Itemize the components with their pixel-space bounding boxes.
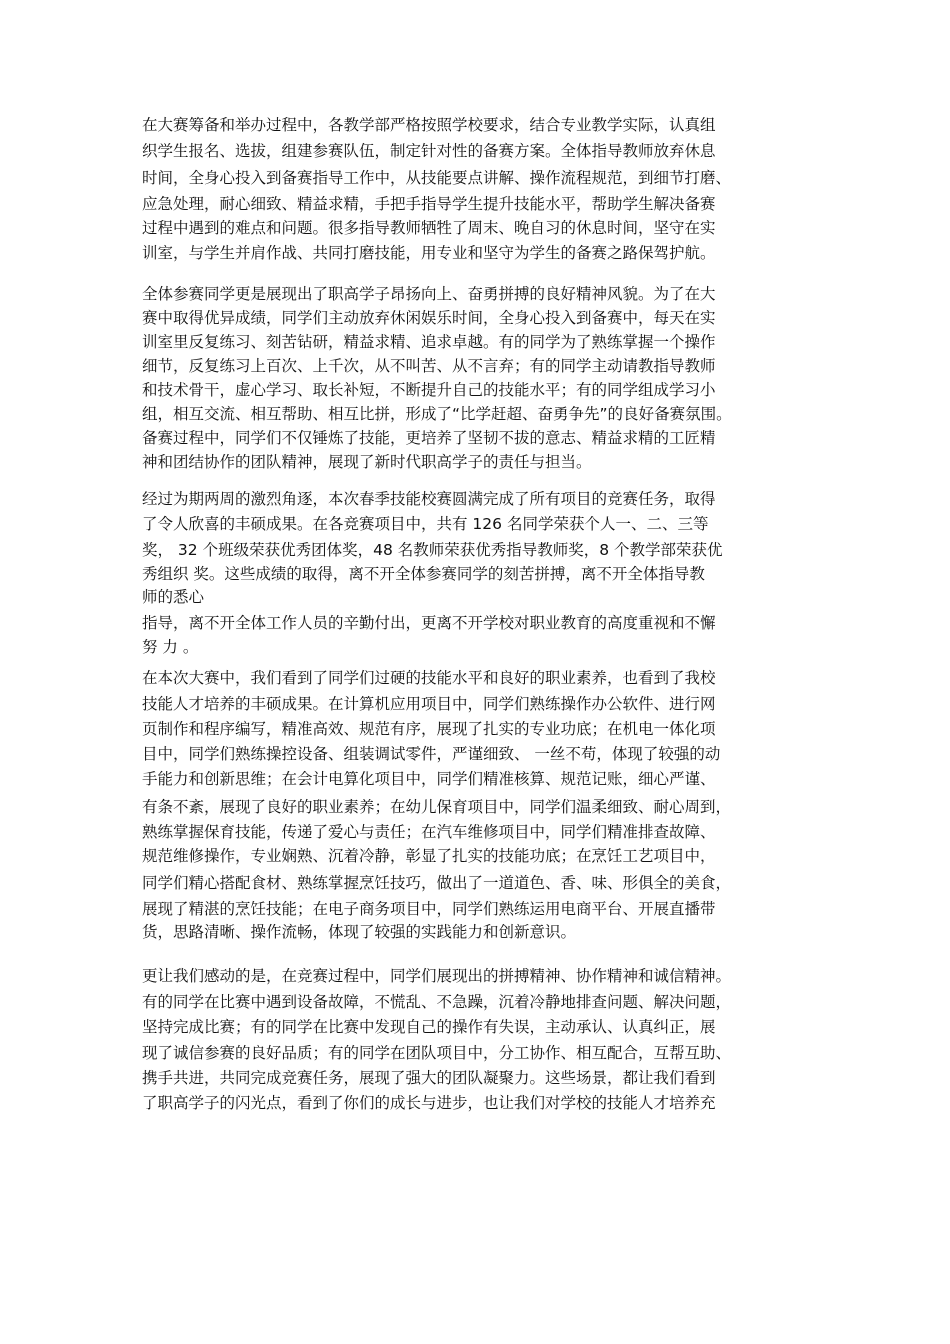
paragraph-line: 有条不紊，展现了良好的职业素养；在幼儿保育项目中，同学们温柔细致、耐心周到，: [142, 798, 732, 816]
paragraph-line: 更让我们感动的是，在竞赛过程中，同学们展现出的拼搏精神、协作精神和诚信精神。: [142, 967, 732, 985]
paragraph-line: 了职高学子的闪光点，看到了你们的成长与进步，也让我们对学校的技能人才培养充: [142, 1094, 716, 1112]
paragraph-line: 在大赛筹备和举办过程中，各教学部严格按照学校要求，结合专业教学实际，认真组: [142, 116, 716, 134]
paragraph-line: 技能人才培养的丰硕成果。在计算机应用项目中，同学们熟练操作办公软件、进行网: [142, 695, 716, 713]
paragraph-line: 应急处理，耐心细致、精益求精，手把手指导学生提升技能水平，帮助学生解决备赛: [142, 195, 716, 213]
paragraph-line: 在本次大赛中，我们看到了同学们过硬的技能水平和良好的职业素养，也看到了我校: [142, 669, 716, 687]
paragraph-line: 同学们精心搭配食材、熟练掌握烹饪技巧，做出了一道道色、香、味、形俱全的美食，: [142, 874, 732, 892]
paragraph-line: 秀组织 奖。这些成绩的取得，离不开全体参赛同学的刻苦拼搏，离不开全体指导教: [142, 565, 705, 583]
paragraph-line: 坚持完成比赛；有的同学在比赛中发现自己的操作有失误，主动承认、认真纠正，展: [142, 1018, 716, 1036]
paragraph-line: 手能力和创新思维；在会计电算化项目中，同学们精准核算、规范记账，细心严谨、: [142, 770, 716, 788]
paragraph-line: 有的同学在比赛中遇到设备故障，不慌乱、不急躁，沉着冷静地排查问题、解决问题，: [142, 993, 732, 1011]
paragraph-line: 训室里反复练习、刻苦钻研，精益求精、追求卓越。有的同学为了熟练掌握一个操作: [142, 333, 716, 351]
paragraph-line: 备赛过程中，同学们不仅锤炼了技能，更培养了坚韧不拔的意志、精益求精的工匠精: [142, 429, 716, 447]
paragraph-line: 和技术骨干，虚心学习、取长补短，不断提升自己的技能水平；有的同学组成学习小: [142, 381, 716, 399]
paragraph-line: 努 力 。: [142, 638, 199, 656]
paragraph-line: 规范维修操作，专业娴熟、沉着冷静，彰显了扎实的技能功底；在烹饪工艺项目中，: [142, 847, 716, 865]
paragraph-line: 展现了精湛的烹饪技能；在电子商务项目中，同学们熟练运用电商平台、开展直播带: [142, 900, 716, 918]
paragraph-line: 全体参赛同学更是展现出了职高学子昂扬向上、奋勇拼搏的良好精神风貌。为了在大: [142, 285, 716, 303]
paragraph-line: 现了诚信参赛的良好品质；有的同学在团队项目中，分工协作、相互配合，互帮互助、: [142, 1044, 732, 1062]
paragraph-line: 经过为期两周的激烈角逐，本次春季技能校赛圆满完成了所有项目的竞赛任务，取得: [142, 490, 716, 508]
paragraph-line: 熟练掌握保育技能，传递了爱心与责任；在汽车维修项目中，同学们精准排查故障、: [142, 823, 716, 841]
paragraph-line: 组，相互交流、相互帮助、相互比拼，形成了“比学赶超、奋勇争先”的良好备赛氛围。: [142, 405, 732, 423]
paragraph-line: 货，思路清晰、操作流畅，体现了较强的实践能力和创新意识。: [142, 923, 577, 941]
paragraph-line: 时间，全身心投入到备赛指导工作中，从技能要点讲解、操作流程规范，到细节打磨、: [142, 169, 732, 187]
paragraph-line: 师的悉心: [142, 588, 205, 606]
paragraph-line: 赛中取得优异成绩，同学们主动放弃休闲娱乐时间，全身心投入到备赛中，每天在实: [142, 309, 716, 327]
paragraph-line: 细节，反复练习上百次、上千次，从不叫苦、从不言弃；有的同学主动请教指导教师: [142, 357, 716, 375]
paragraph-line: 训室，与学生并肩作战、共同打磨技能，用专业和坚守为学生的备赛之路保驾护航。: [142, 244, 716, 262]
paragraph-line: 携手共进，共同完成竞赛任务，展现了强大的团队凝聚力。这些场景，都让我们看到: [142, 1069, 716, 1087]
paragraph-line: 指导，离不开全体工作人员的辛勤付出，更离不开学校对职业教育的高度重视和不懈: [142, 614, 716, 632]
paragraph-line: 了令人欣喜的丰硕成果。在各竞赛项目中，共有 126 名同学荣获个人一、二、三等: [142, 515, 709, 533]
paragraph-line: 目中，同学们熟练操控设备、组装调试零件，严谨细致、 一丝不苟，体现了较强的动: [142, 745, 721, 763]
paragraph-line: 织学生报名、选拔，组建参赛队伍，制定针对性的备赛方案。全体指导教师放弃休息: [142, 142, 716, 160]
paragraph-line: 页制作和程序编写，精准高效、规范有序，展现了扎实的专业功底；在机电一体化项: [142, 720, 716, 738]
paragraph-line: 神和团结协作的团队精神，展现了新时代职高学子的责任与担当。: [142, 453, 592, 471]
paragraph-line: 过程中遇到的难点和问题。很多指导教师牺牲了周末、晚自习的休息时间，坚守在实: [142, 219, 716, 237]
paragraph-line: 奖， 32 个班级荣获优秀团体奖，48 名教师荣获优秀指导教师奖，8 个教学部荣获优: [142, 541, 723, 559]
